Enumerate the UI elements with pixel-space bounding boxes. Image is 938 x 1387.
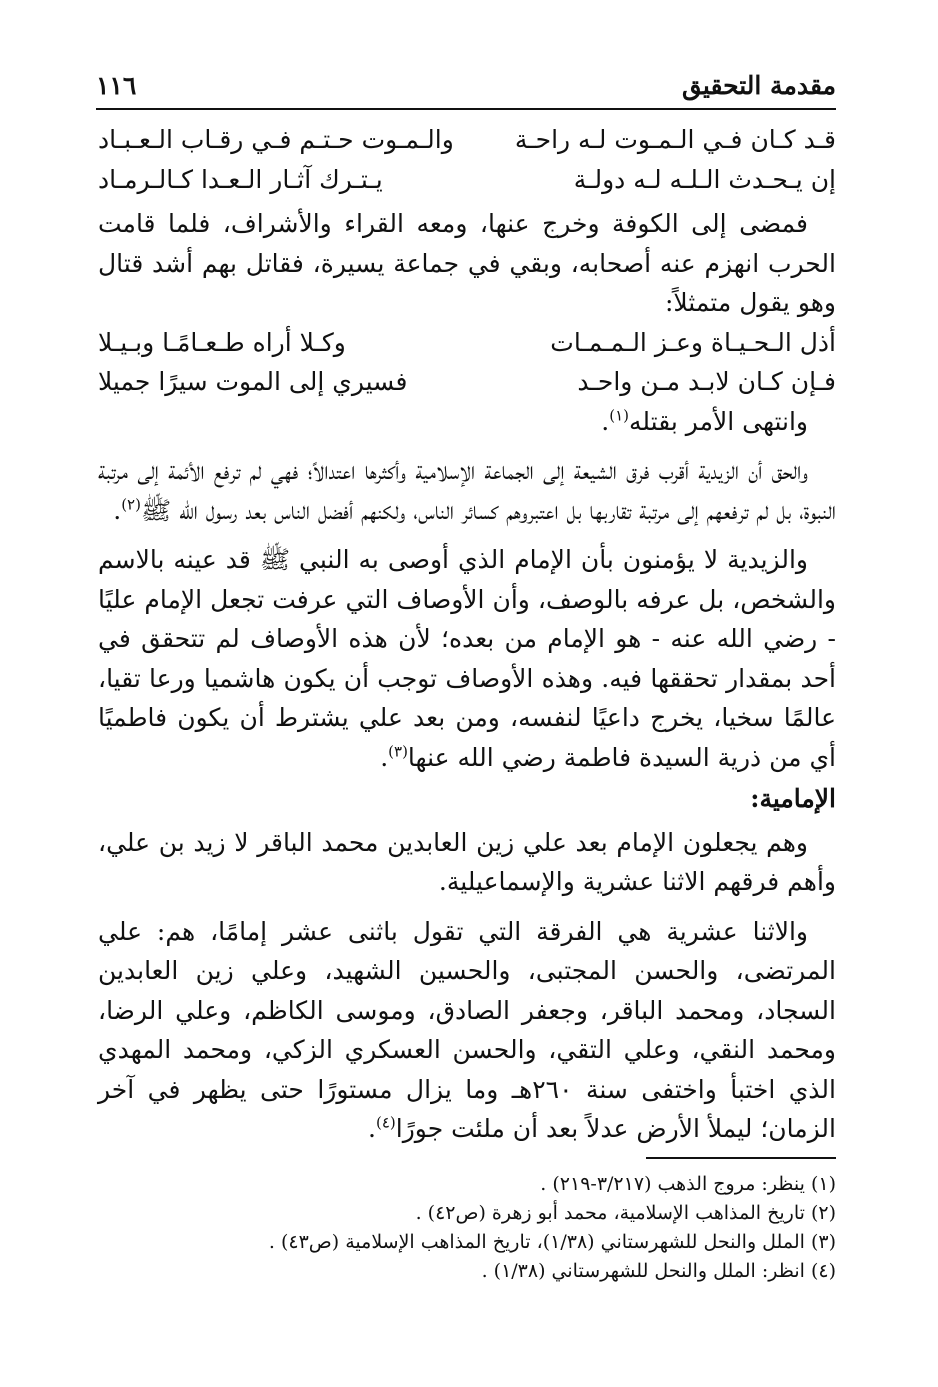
footnote-item: (٣) الملل والنحل للشهرستاني (١/٣٨)، تاريخ المذاهب الإسلامية (ص٤٣) . [268,1231,836,1253]
verse-second-hemistich: والـمـوت حـتـم فـي رقـاب الـعـبـاد [98,125,454,154]
footnote-item: (١) ينظر: مروج الذهب (٣/٢١٧-٢١٩) . [540,1173,836,1195]
poem-verses-1 [98,120,836,199]
verse-second-hemistich: وكـلا أراه طـعـامًـا وبـيـلا [98,327,346,357]
footnote-item: (٤) انظر: الملل والنحل للشهرستاني (١/٣٨) . [481,1260,836,1282]
verse-first-hemistich: فـإن كـان لابـد مـن واحـد [577,367,836,396]
paragraph-text: وانتهى الأمر بقتله [629,406,808,436]
paragraph: والاثنا عشرية هي الفرقة التي تقول باثنى عشر إمامًا، هم: علي المرتضى، والحسن المجتبى، والحسين الشهيد، وعلي زين العابدين السجاد، ومحمد الباقر، وجعفر الصادق، وموسى الكاظم، وعلي الرضا، ومحمد النقي، وعلي التقي، والحسن العسكري الزكي، ومحمد المهدي الذي اختبأ واختفى سنة ٢٦٠هـ وما يزال مستورًا حتى يظهر في آخر الزمان؛ ليملأ الأرض عدلاً بعد أن ملئت جورًا$^{(٤)}$. [98,916,836,1143]
verse-line [98,362,836,402]
page-number: ١١٦ [96,71,137,100]
verse-line [98,160,836,200]
paragraph: وهم يجعلون الإمام بعد علي زين العابدين محمد الباقر لا زيد بن علي، وأهم فرقهم الاثنا عشرية والإسماعيلية. [98,827,836,896]
verse-first-hemistich: أذل الـحـيـاة وعـز الـمـمـات [550,327,836,357]
paragraph: فمضى إلى الكوفة وخرج عنها، ومعه القراء والأشراف، فلما قامت الحرب انهزم عنه أصحابه، وبقي في جماعة يسيرة، فقاتل بهم أشد قتال وهو يقول متمثلاً: [98,209,836,317]
paragraph-text: والزيدية لا يؤمنون بأن الإمام الذي أوصى به النبي ﷺ قد عينه بالاسم والشخص، بل عرفه بالوصف، وأن الأوصاف التي عرفت تجعل الإمام عليًا - رضي الله عنه - هو الإمام من بعده؛ لأن هذه الأوصاف لم تتحقق في أحد بمقدار تحققها فيه. وهذه الأوصاف توجب أن يكون هاشميا ورعا تقيا، عالمًا سخيا، يخرج داعيًا لنفسه، ومن بعد علي يشترط أن يكون فاطميًا أي من ذرية السيدة فاطمة رضي الله عنها [98,545,836,772]
running-title: مقدمة التحقيق [682,71,836,100]
footnote-rule [646,1157,836,1159]
verse-second-hemistich: فسيري إلى الموت سيرًا جميلا [98,367,408,396]
verse-first-hemistich: إن يـحـدث الـلـه لـه دولـة [573,164,836,194]
footnote-ref-3[interactable]: (٣) [388,742,408,761]
main-text [98,120,836,1159]
footnote-ref-1[interactable]: (١) [609,406,629,425]
verse-line [98,323,836,363]
footnote-item: (٢) تاريخ المذاهب الإسلامية، محمد أبو زهرة (ص٤٢) . [415,1202,836,1224]
section-heading: الإمامية: [750,784,836,813]
footnote-ref-4[interactable]: (٤) [375,1113,396,1132]
paragraph-text: والاثنا عشرية هي الفرقة التي تقول باثنى عشر إمامًا، هم: علي المرتضى، والحسن المجتبى، والحسين الشهيد، وعلي زين العابدين السجاد، ومحمد الباقر، وجعفر الصادق، وموسى الكاظم، وعلي الرضا، ومحمد النقي، وعلي التقي، والحسن العسكري الزكي، ومحمد المهدي الذي اختبأ واختفى سنة ٢٦٠هـ وما يزال مستورًا حتى يظهر في آخر الزمان؛ ليملأ الأرض عدلاً بعد أن ملئت جورًا [98,916,836,1143]
running-header [96,60,836,100]
poem-verses-2 [98,323,836,402]
footnotes [98,1170,836,1286]
paragraph: والزيدية لا يؤمنون بأن الإمام الذي أوصى به النبي ﷺ قد عينه بالاسم والشخص، بل عرفه بالوصف، وأن الأوصاف التي عرفت تجعل الإمام عليًا - رضي الله عنه - هو الإمام من بعده؛ لأن هذه الأوصاف لم تتحقق في أحد بمقدار تحققها فيه. وهذه الأوصاف توجب أن يكون هاشميا ورعا تقيا، عالمًا سخيا، يخرج داعيًا لنفسه، ومن بعد علي يشترط أن يكون فاطميًا أي من ذرية السيدة فاطمة رضي الله عنها$^{(٣)}$. [98,545,836,772]
paragraph: والحق أن الزيدية أقرب فرق الشيعة إلى الجماعة الإسلامية وأكثرها اعتدالاً؛ فهي لم ترفع الأئمة إلى مرتبة النبوة، بل لم ترفعهم إلى مرتبة تقاربها بل اعتبروهم كسائر الناس، ولكنهم أفضل الناس بعد رسول الله ﷺ$^{(٢)}$. [98,456,836,525]
header-rule [96,108,836,110]
verse-line [98,120,836,160]
verse-first-hemistich: قـد كـان فـي الـمـوت لـه راحـة [514,125,836,154]
paragraph: وانتهى الأمر بقتله$^{(١)}$. [601,406,808,436]
verse-second-hemistich: يـتـرك آثـار الـعـدا كـالـرمـاد [98,164,383,194]
paragraph-text: والحق أن الزيدية أقرب فرق الشيعة إلى الجماعة الإسلامية وأكثرها اعتدالاً؛ فهي لم ترفع الأئمة إلى مرتبة النبوة، بل لم ترفعهم إلى مرتبة تقاربها بل اعتبروهم كسائر الناس، ولكنهم أفضل الناس بعد رسول الله ﷺ [98,456,836,525]
footnote-ref-2[interactable]: (٢) [121,495,141,514]
